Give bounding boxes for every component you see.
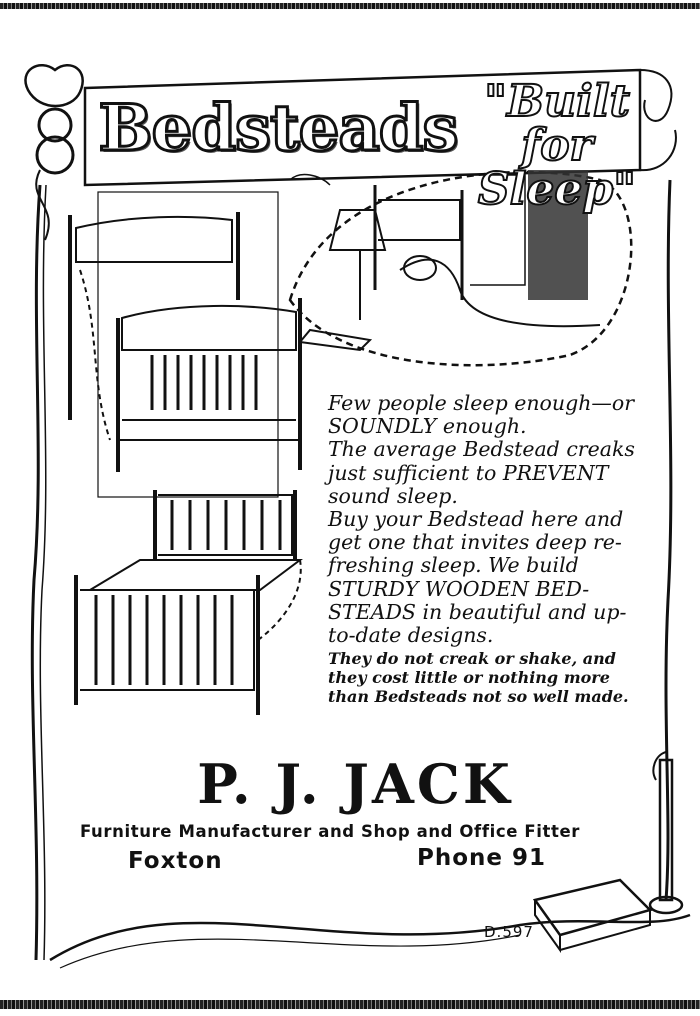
copy-paragraph: Few people sleep enough—or SOUNDLY enough. [328, 391, 635, 439]
left-border-rope [32, 185, 40, 960]
tagline [462, 76, 652, 215]
right-border-rope [666, 180, 671, 900]
bed-illustration-twin [76, 490, 301, 715]
bottom-swoosh [50, 915, 690, 960]
bottom-rule [0, 1000, 700, 1009]
phone-number: Phone 91 [417, 845, 547, 871]
headline: Bedsteads [98, 90, 458, 166]
tagline-line-2: Sleep" [477, 164, 637, 215]
copy-closing: They do not creak or shake, and they cost little or nothing more than Bedsteads not so well made. [328, 649, 629, 707]
bed-illustration-single [70, 192, 300, 497]
ad-copy [328, 392, 638, 706]
trade-description: Furniture Manufacturer and Shop and Office Fitter [80, 822, 581, 841]
merchant-name: P. J. JACK [197, 752, 513, 816]
copy-paragraph: The average Bedstead creaks just sufficient to PREVENT sound sleep. [328, 437, 635, 508]
left-ornament [25, 65, 82, 240]
tagline-line-1: "Built for [484, 76, 630, 171]
ad-code: D.597 [484, 923, 534, 941]
town-name: Foxton [128, 848, 223, 874]
book-illustration [535, 880, 650, 950]
copy-paragraph: Buy your Bedstead here and get one that invites deep re-freshing sleep. We build STURDY WOODEN BED-STEADS in beautiful and up-to-date designs. [328, 507, 627, 648]
